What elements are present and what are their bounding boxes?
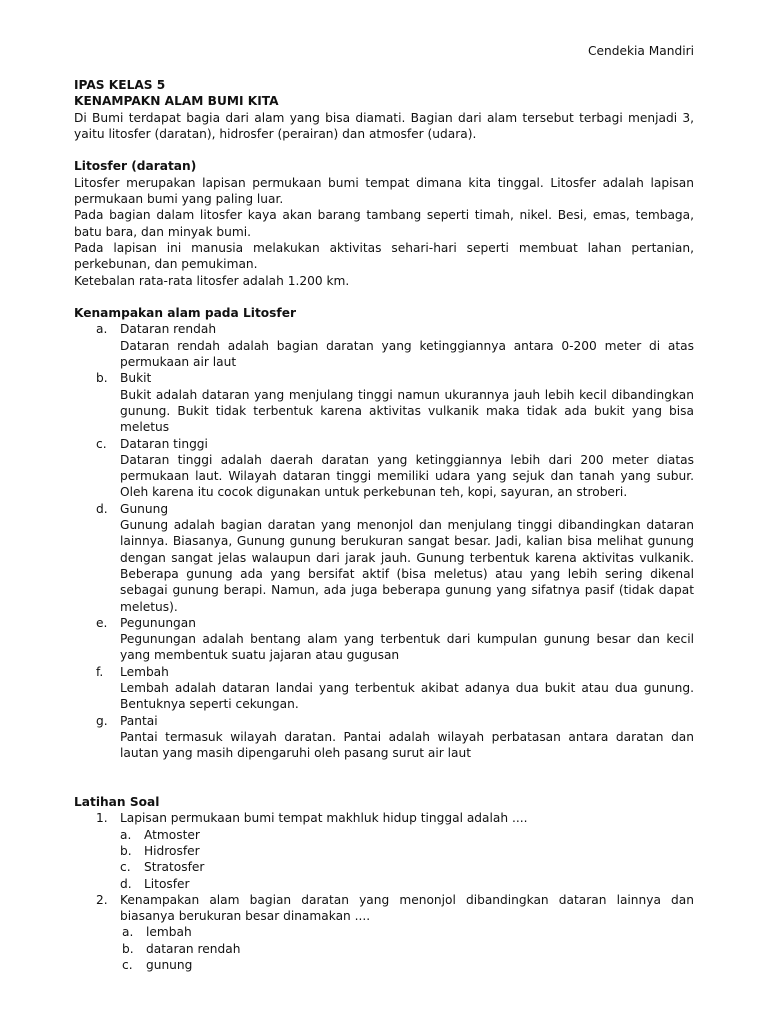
item-title: Bukit bbox=[120, 371, 152, 386]
option-marker: b. bbox=[122, 941, 134, 956]
answer-option bbox=[74, 876, 694, 892]
list-marker: a. bbox=[96, 322, 108, 337]
item-title: Gunung bbox=[120, 501, 169, 516]
document-content bbox=[74, 77, 694, 973]
item-title: Dataran tinggi bbox=[120, 436, 208, 451]
doc-title: IPAS KELAS 5 bbox=[74, 78, 166, 92]
answer-option bbox=[74, 941, 694, 957]
item-description: Dataran rendah adalah bagian daratan yang ketinggiannya antara 0-200 meter di atas permukaan air laut bbox=[120, 338, 694, 370]
latihan-heading: Latihan Soal bbox=[74, 795, 160, 810]
option-text: Hidrosfer bbox=[144, 843, 200, 858]
option-marker: a. bbox=[120, 827, 132, 842]
option-marker: c. bbox=[120, 860, 131, 875]
question-item bbox=[74, 810, 694, 826]
question-number: 2. bbox=[96, 892, 108, 907]
answer-option bbox=[74, 957, 694, 973]
option-marker: d. bbox=[120, 876, 132, 891]
list-item bbox=[74, 501, 694, 615]
list-marker: e. bbox=[96, 615, 108, 630]
list-item bbox=[74, 615, 694, 664]
item-title: Dataran rendah bbox=[120, 322, 217, 337]
item-title: Pantai bbox=[120, 713, 158, 728]
option-text: gunung bbox=[146, 958, 193, 973]
answer-option bbox=[74, 859, 694, 875]
kenampakan-heading: Kenampakan alam pada Litosfer bbox=[74, 306, 296, 321]
litosfer-paragraph: Ketebalan rata-rata litosfer adalah 1.200 km. bbox=[74, 273, 350, 288]
item-description: Dataran tinggi adalah daerah daratan yang ketinggiannya lebih dari 200 meter diatas permukaan laut. Wilayah dataran tinggi memiliki udara yang sejuk dan tanah yang subur. Oleh karena itu cocok digunakan untuk perkebunan teh, kopi, sayuran, an stroberi. bbox=[120, 452, 694, 500]
litosfer-paragraph: Litosfer merupakan lapisan permukaan bumi tempat dimana kita tinggal. Litosfer adalah lapisan permukaan bumi yang paling luar. bbox=[74, 175, 694, 207]
item-title: Pegunungan bbox=[120, 615, 196, 630]
list-item bbox=[74, 664, 694, 713]
list-marker: d. bbox=[96, 501, 108, 516]
header-author: Cendekia Mandiri bbox=[588, 44, 694, 58]
list-item bbox=[74, 321, 694, 370]
option-marker: a. bbox=[122, 925, 134, 940]
litosfer-paragraph: Pada lapisan ini manusia melakukan aktivitas sehari-hari seperti membuat lahan pertanian, perkebunan, dan pemukiman. bbox=[74, 240, 694, 272]
answer-option bbox=[74, 924, 694, 940]
question-text: Kenampakan alam bagian daratan yang menonjol dibandingkan dataran lainnya dan biasanya berukuran besar dinamakan .... bbox=[120, 892, 694, 924]
litosfer-paragraph: Pada bagian dalam litosfer kaya akan barang tambang seperti timah, nikel. Besi, emas, tembaga, batu bara, dan minyak bumi. bbox=[74, 208, 694, 239]
list-marker: f. bbox=[96, 664, 104, 679]
item-description: Lembah adalah dataran landai yang terbentuk akibat adanya dua bukit atau dua gunung. Bentuknya seperti cekungan. bbox=[120, 680, 694, 712]
litosfer-heading: Litosfer (daratan) bbox=[74, 159, 197, 174]
item-description: Bukit adalah dataran yang menjulang tinggi namun ukurannya jauh lebih kecil dibandingkan gunung. Bukit tidak terbentuk karena aktivitas vulkanik maka tidak ada bukit yang bisa meletus bbox=[120, 387, 694, 435]
item-description: Pantai termasuk wilayah daratan. Pantai adalah wilayah perbatasan antara daratan dan lautan yang masih dipengaruhi oleh pasang surut air laut bbox=[120, 729, 694, 761]
question-number: 1. bbox=[96, 811, 108, 826]
list-item bbox=[74, 370, 694, 435]
answer-option bbox=[74, 843, 694, 859]
option-marker: c. bbox=[122, 958, 133, 973]
doc-subtitle: KENAMPAKN ALAM BUMI KITA bbox=[74, 94, 279, 109]
list-item bbox=[74, 713, 694, 762]
list-marker: b. bbox=[96, 371, 108, 386]
list-item bbox=[74, 436, 694, 501]
question-text: Lapisan permukaan bumi tempat makhluk hidup tinggal adalah .... bbox=[120, 811, 528, 826]
option-text: lembah bbox=[146, 925, 192, 940]
option-text: dataran rendah bbox=[146, 941, 241, 956]
item-description: Gunung adalah bagian daratan yang menonjol dan menjulang tinggi dibandingkan dataran lainnya. Biasanya, Gunung gunung berukuran sangat besar. Jadi, kalian bisa melihat gunung dengan sangat jelas walaupun dari jarak jauh. Gunung terbentuk karena aktivitas vulkanik. Beberapa gunung ada yang bersifat aktif (bisa meletus) atau yang lebih sering dikenal sebagai gunung berapi. Namun, ada juga beberapa gunung yang sifatnya pasif (tidak dapat meletus). bbox=[120, 518, 694, 614]
list-marker: g. bbox=[96, 713, 108, 728]
option-text: Atmoster bbox=[144, 827, 200, 842]
answer-option bbox=[74, 827, 694, 843]
option-text: Litosfer bbox=[144, 876, 190, 891]
item-description: Pegunungan adalah bentang alam yang terbentuk dari kumpulan gunung besar dan kecil yang membentuk suatu jajaran atau gugusan bbox=[120, 632, 694, 663]
option-marker: b. bbox=[120, 843, 132, 858]
option-text: Stratosfer bbox=[144, 860, 205, 875]
item-title: Lembah bbox=[120, 664, 169, 679]
intro-paragraph: Di Bumi terdapat bagia dari alam yang bisa diamati. Bagian dari alam tersebut terbagi menjadi 3, yaitu litosfer (daratan), hidrosfer (perairan) dan atmosfer (udara). bbox=[74, 110, 694, 141]
question-item bbox=[74, 892, 694, 925]
list-marker: c. bbox=[96, 436, 107, 451]
